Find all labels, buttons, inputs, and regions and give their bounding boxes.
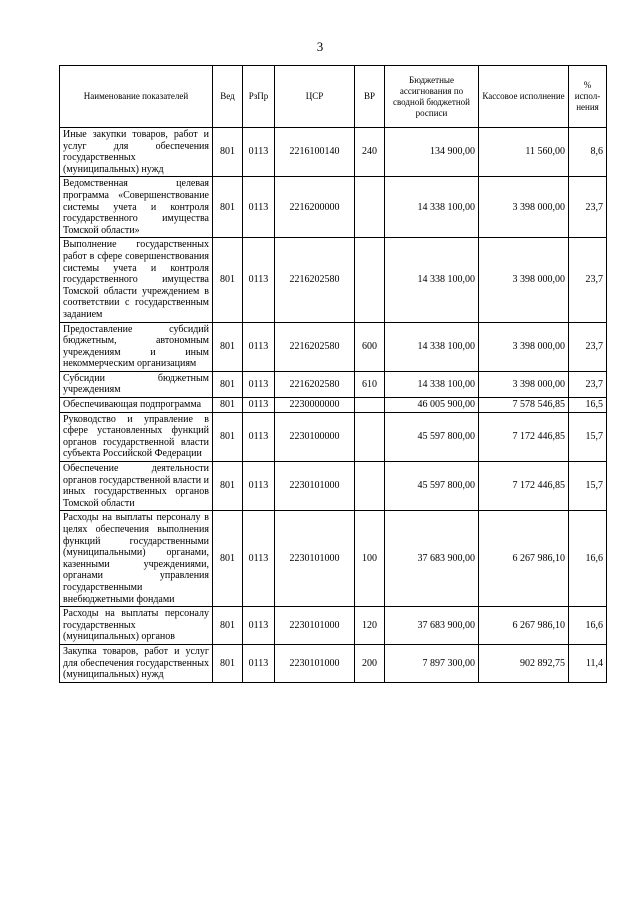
table-header-row: [60, 66, 607, 128]
row-name: Субсидии бюджетным учреждениям: [60, 371, 213, 397]
row-csr: 2230101000: [275, 607, 355, 645]
row-cash: 7 578 546,85: [479, 398, 569, 413]
row-budget: 14 338 100,00: [385, 371, 479, 397]
row-budget: 14 338 100,00: [385, 177, 479, 238]
row-cash: 3 398 000,00: [479, 371, 569, 397]
row-vr: 100: [355, 511, 385, 607]
row-csr: 2216202580: [275, 371, 355, 397]
row-budget: 37 683 900,00: [385, 511, 479, 607]
row-name: Обеспечение деятельности органов государственной власти и иных государственных органов Томской области: [60, 462, 213, 511]
page-number: 3: [316, 39, 324, 54]
row-ved: 801: [213, 322, 243, 371]
row-cash: 11 560,00: [479, 128, 569, 177]
row-name: Предоставление субсидий бюджетным, автономным учреждениям и иным некоммерческим организациям: [60, 322, 213, 371]
row-vr: [355, 398, 385, 413]
row-vr: 120: [355, 607, 385, 645]
row-csr: 2230101000: [275, 462, 355, 511]
header-pct: % испол-нения: [569, 66, 607, 128]
row-name: Иные закупки товаров, работ и услуг для обеспечения государственных (муниципальных) нужд: [60, 128, 213, 177]
row-name: Расходы на выплаты персоналу государственных (муниципальных) органов: [60, 607, 213, 645]
row-name: Выполнение государственных работ в сфере совершенствования системы учета и контроля государственного имущества Томской области учреждением в соответствии с государственным заданием: [60, 238, 213, 322]
header-cash: Кассовое исполнение: [479, 66, 569, 128]
row-budget: 7 897 300,00: [385, 644, 479, 682]
row-pct: 23,7: [569, 177, 607, 238]
row-rzpr: 0113: [243, 511, 275, 607]
row-cash: 7 172 446,85: [479, 462, 569, 511]
table-row: [60, 607, 607, 645]
row-name: Закупка товаров, работ и услуг для обеспечения государственных (муниципальных) нужд: [60, 644, 213, 682]
row-csr: 2216200000: [275, 177, 355, 238]
row-rzpr: 0113: [243, 371, 275, 397]
row-pct: 23,7: [569, 322, 607, 371]
row-rzpr: 0113: [243, 412, 275, 461]
row-vr: 600: [355, 322, 385, 371]
budget-execution-table: [59, 65, 607, 683]
row-rzpr: 0113: [243, 644, 275, 682]
row-pct: 11,4: [569, 644, 607, 682]
row-pct: 16,6: [569, 511, 607, 607]
row-vr: 240: [355, 128, 385, 177]
header-csr: ЦСР: [275, 66, 355, 128]
row-vr: [355, 238, 385, 322]
row-budget: 14 338 100,00: [385, 238, 479, 322]
row-ved: 801: [213, 398, 243, 413]
row-name: Обеспечивающая подпрограмма: [60, 398, 213, 413]
row-cash: 3 398 000,00: [479, 322, 569, 371]
row-rzpr: 0113: [243, 177, 275, 238]
row-budget: 46 005 900,00: [385, 398, 479, 413]
row-ved: 801: [213, 128, 243, 177]
row-vr: [355, 412, 385, 461]
row-cash: 6 267 986,10: [479, 511, 569, 607]
row-csr: 2216202580: [275, 238, 355, 322]
table-row: [60, 398, 607, 413]
row-name: Руководство и управление в сфере установленных функций органов государственной власти субъекта Российской Федерации: [60, 412, 213, 461]
header-ved: Вед: [213, 66, 243, 128]
row-pct: 23,7: [569, 371, 607, 397]
table-row: [60, 177, 607, 238]
row-vr: [355, 462, 385, 511]
row-ved: 801: [213, 462, 243, 511]
row-budget: 37 683 900,00: [385, 607, 479, 645]
row-ved: 801: [213, 607, 243, 645]
table-row: [60, 322, 607, 371]
row-vr: [355, 177, 385, 238]
row-pct: 15,7: [569, 412, 607, 461]
row-pct: 15,7: [569, 462, 607, 511]
row-csr: 2230101000: [275, 511, 355, 607]
row-pct: 16,6: [569, 607, 607, 645]
row-csr: 2230000000: [275, 398, 355, 413]
table-row: [60, 371, 607, 397]
row-budget: 134 900,00: [385, 128, 479, 177]
header-budget: Бюджетные ассигнования по сводной бюджетной росписи: [385, 66, 479, 128]
row-rzpr: 0113: [243, 607, 275, 645]
row-cash: 3 398 000,00: [479, 238, 569, 322]
row-csr: 2216100140: [275, 128, 355, 177]
row-pct: 16,5: [569, 398, 607, 413]
row-budget: 14 338 100,00: [385, 322, 479, 371]
row-cash: 902 892,75: [479, 644, 569, 682]
row-cash: 7 172 446,85: [479, 412, 569, 461]
row-csr: 2216202580: [275, 322, 355, 371]
row-rzpr: 0113: [243, 322, 275, 371]
row-rzpr: 0113: [243, 462, 275, 511]
row-ved: 801: [213, 511, 243, 607]
header-name: Наименование показателей: [60, 66, 213, 128]
row-ved: 801: [213, 371, 243, 397]
row-pct: 23,7: [569, 238, 607, 322]
table-row: [60, 462, 607, 511]
row-ved: 801: [213, 412, 243, 461]
row-budget: 45 597 800,00: [385, 462, 479, 511]
row-name: Расходы на выплаты персоналу в целях обеспечения выполнения функций государственными (муниципальными) органами, казенными учреждениями, органами управления государственными внебюджетными фондами: [60, 511, 213, 607]
row-ved: 801: [213, 644, 243, 682]
table-row: [60, 511, 607, 607]
row-csr: 2230100000: [275, 412, 355, 461]
row-ved: 801: [213, 238, 243, 322]
row-csr: 2230101000: [275, 644, 355, 682]
table-row: [60, 238, 607, 322]
row-rzpr: 0113: [243, 398, 275, 413]
row-budget: 45 597 800,00: [385, 412, 479, 461]
row-pct: 8,6: [569, 128, 607, 177]
table-row: [60, 128, 607, 177]
row-vr: 200: [355, 644, 385, 682]
row-cash: 6 267 986,10: [479, 607, 569, 645]
row-vr: 610: [355, 371, 385, 397]
row-cash: 3 398 000,00: [479, 177, 569, 238]
header-rzpr: РзПр: [243, 66, 275, 128]
row-ved: 801: [213, 177, 243, 238]
row-rzpr: 0113: [243, 238, 275, 322]
table-row: [60, 412, 607, 461]
row-rzpr: 0113: [243, 128, 275, 177]
row-name: Ведомственная целевая программа «Совершенствование системы учета и контроля государственного имущества Томской области»: [60, 177, 213, 238]
header-vr: ВР: [355, 66, 385, 128]
table-row: [60, 644, 607, 682]
